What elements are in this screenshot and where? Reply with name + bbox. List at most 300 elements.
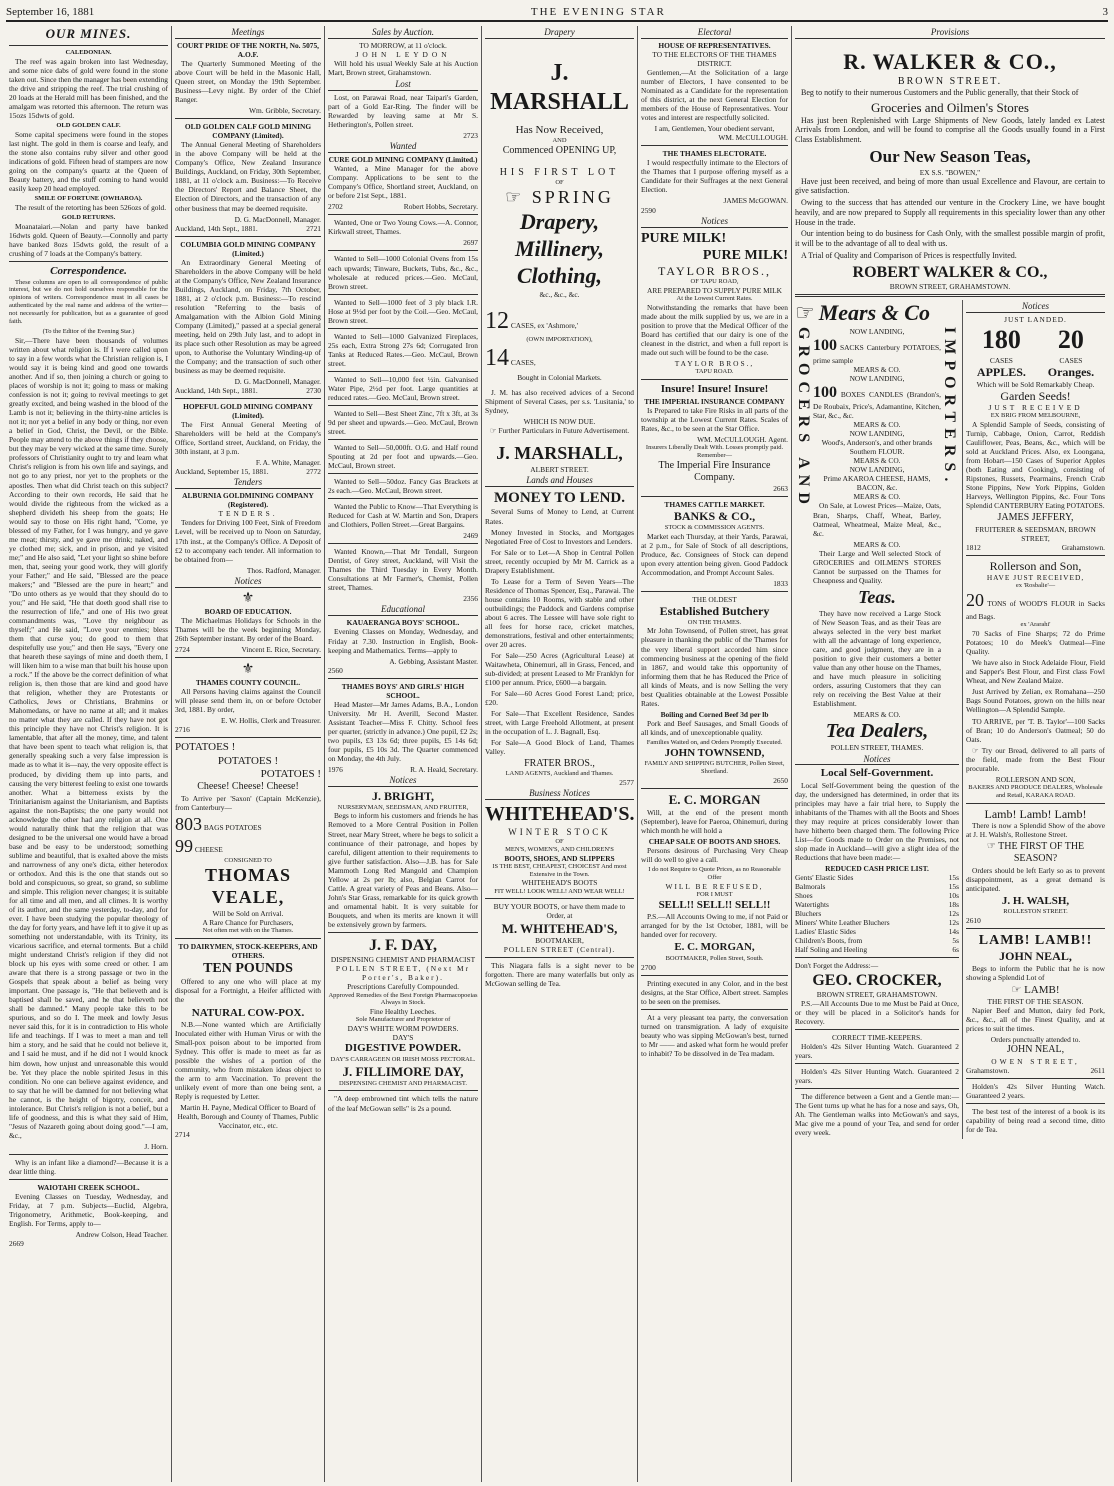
lost-no: 2723: [463, 131, 478, 141]
his-first-lot: HIS FIRST LOT: [499, 167, 620, 179]
commenced: Commenced OPENING UP,: [502, 144, 617, 156]
roll2-sub: BAKERS AND PRODUCE DEALERS, Wholesale and Retail, KARAKA ROAD.: [968, 783, 1103, 799]
ecm-no: 2700: [641, 962, 656, 972]
townsend-sub: FAMILY AND SHIPPING BUTCHER, Pollen Street, Shortland.: [644, 760, 785, 776]
price-value: 10s: [948, 891, 959, 901]
crest-icon: ⚜: [241, 590, 255, 606]
columbia-sign: D. G. MacDonnell, Manager.: [234, 377, 321, 387]
oranges-word: Oranges.: [1047, 364, 1095, 379]
alburnia-sub: TENDERS.: [218, 509, 278, 519]
importers-vertical: IMPORTERS.: [941, 326, 958, 488]
mines-head: OUR MINES.: [45, 26, 132, 41]
returns-head: GOLD RETURNS.: [61, 214, 116, 222]
ogcm-date: Auckland, 14th Sept., 1881. 2721: [175, 223, 321, 233]
rollerson-name: Rollerson and Son,: [989, 558, 1082, 573]
first2: THE FIRST OF THE SEASON.: [987, 997, 1084, 1007]
te-text: I would respectfully intimate to the Electors of the Thames that I purpose offering myself as a Candidate for their Suffrages at the next General Election.: [641, 158, 788, 195]
columbia-head: COLUMBIA GOLD MINING COMPANY (Limited.): [180, 239, 316, 258]
walsh-sub: ROLLESTON STREET.: [1003, 908, 1068, 916]
morgan-text: Will, at the end of the present month (September), leave for Paeroa, Ohinemuri, during which month he will hold a: [641, 807, 788, 835]
intention-text: Our intention being to do business for Cash Only, with the smallest possible margin of profit, it will be to the advantage of all to deal with us.: [795, 229, 1105, 249]
oranges-cases: CASES: [1059, 355, 1083, 365]
groceries: Groceries and Oilmen's Stores: [871, 99, 1029, 115]
price-item: Ladies' Elastic Sides: [795, 927, 856, 937]
price-row: [795, 918, 959, 927]
infant-joke: Why is an infant like a diamond?—Because it is a dear little thing.: [9, 1157, 168, 1176]
section-business: Business Notices: [485, 788, 634, 800]
neal-text: Begs to inform the Public that he is now showing a Splendid Lot of: [966, 963, 1105, 982]
holden-1: Holden's 42s Silver Hunting Watch. Guaranteed 2 years.: [795, 1042, 959, 1061]
walker-brown: BROWN STREET.: [897, 75, 1003, 87]
price-value: 14s: [948, 927, 959, 937]
imperial-head: THE IMPERIAL INSURANCE COMPANY: [644, 396, 785, 406]
hor-head: HOUSE OF REPRESENTATIVES.: [658, 40, 771, 50]
pure-milk-2: PURE MILK!: [702, 247, 788, 263]
teas-text: Have just been received, and being of more than usual Excellence and Flavour, are certain to give satisfaction.: [795, 176, 1105, 196]
ctk-head: CORRECT TIME-KEEPERS.: [831, 1033, 923, 1043]
holden-2: Holden's 42s Silver Hunting Watch. Guaranteed 2 years.: [795, 1067, 959, 1086]
mc-5: MEARS & CO.: [853, 539, 901, 549]
correspondence-sign: J. Horn.: [144, 1141, 168, 1151]
day-days: DAY'S: [392, 1033, 414, 1043]
fit-well: FIT WELL! LOOK WELL! AND WEAR WELL!: [494, 887, 625, 895]
has-received: Has Now Received,: [515, 123, 604, 136]
nl4-text: Prime AKAROA CHEESE, HAMS, BACON, &c.: [823, 474, 931, 493]
potatoes-2: POTATOES !: [217, 754, 279, 767]
which-due: WHICH IS NOW DUE.: [523, 417, 596, 427]
napier-text: Napier Beef and Mutton, dairy fed Pork, &c., &c., all of the Finest Quality, and at prices to suit the times.: [966, 1006, 1105, 1034]
cases14-line: 14 CASES,: [485, 344, 536, 371]
pointing-hand-icon-5: ☞: [986, 841, 996, 853]
crocker-name: GEO. CROCKER,: [812, 971, 942, 989]
to-arrive-text: TO ARRIVE, per 'T. B. Taylor'—100 Sacks of Bran; 10 do Anderson's Oatmeal; 50 do Oats.: [966, 716, 1105, 744]
clothing-word: Clothing,: [517, 262, 602, 288]
price-item: Children's Boots, from: [795, 936, 863, 946]
price-item: Gents' Elastic Sides: [795, 873, 854, 883]
their-text: Their Large and Well selected Stock of GROCERIES and OILMEN'S STORES Cannot be surpassed on the Thames for Cheapness and Quality.: [813, 548, 941, 585]
taylor-name-2: TAYLOR BROS.,: [674, 359, 755, 369]
court-text: The Quarterly Summoned Meeting of the above Court will be held in the Masonic Hall, Queen street, on Monday the 19th September. Business—Levy night. By order of the Chief Ranger.: [175, 59, 321, 105]
masthead: [6, 4, 1108, 22]
correspondence-body: Sir,—There have been thousands of volumes written about what religion is. If I were called upon to say in a few words what the Christian religion is, I would say it is being kind and good one towards another. And if so, then joining a church or going to places of worship is not it; going to mass or making confession is not it; going to revival meetings to get greatly excited, and being washed in the blood of the Lamb is not it; believing in the thirty-nine articles is not it; nor yet a belief in any body or thing, nor even a belief in God, Christ, the Devil, or the Bible. People may attend to the above things if they choose, but they may be very wicked at the same time. Surely professors of Christianity ought to try and learn what Christ's religion is from his own life and sayings, and not go to any priest, nor yet to the prophets or the apostles. Then what did Christ teach on this subject? According to their own records, He said that he would divide the righteous from the wicked as a shepherd divideth his sheep from the goats; He would say to those on His right hand, "Come, ye blessed of my Father, for I was hungry, and ye gave me meat; thirsty, and ye gave me drink; naked, and ye clothed me; sick, and in prison, and ye visited me;" and He also said, "Let your light so shine before men, that, seeing your good work, they will glorify your Father;" and He said, "Blessed are the peace makers;" and "Blessed are the pure in heart;" and "Do unto others as ye would that they should do to you;" and He said, "He that doeth good shall rise to the resurrection of life," and one of His two great commandments was, "Love thy neighbour as thyself;" and He said, "Love your enemies; bless them that curse you; do good to them that despitefully use you;" and then He says, "Every one that heareth these sayings of mine and doeth them, I will liken him to a wise man that built his house upon a rock." If the above be the correct definition of what religion is, then those that are kind and good have that religion, whether they are Protestants or Catholics, Jews or Christians, Brahmins or Mahomedans, or have no name at all; and it makes no matter what they are called. If they have not got this principle they have not Christ's religion. It is lamentable, that after all the money, time, and talent that have been spent to teach what religion is, that generally speaking such a very false impression is made as to what it is—nay, the very opposite effect is produced, by dividing them up into parts, and causing the very bitterest feeling to exist one towards another. What a bitterness exists by the Trinitarianism against the Unitarianism, and Baptists against the non-Baptists; the one party would not acknowledge the other had any religion at all. One would naturally think that the religion that was designed to be the universal one would have a broad base and be easy to be understood; something sublime and beautiful, that is exalted above the mists and narrowness of any one's dicta, either heterodox or orthodox. And this is the one that stands out so bold and conspicuous, so great, so grand, so sublime and simple. This religion never changes; it is suitable for all time and all men, and all climes. It is worthy of its author, and the same yesterday, to-day, and for ever. I have been studying the popular theology of the day for forty years, and have left it to give it up as something not understandable, with its Trinity, its vicarious sacrifice, and eternal torments. But a child might understand Christ's religion if they did not block up his eyes with some creed or other. I am aware that there is a strong passage or two in the Gospels that speak about a belief as being very important. One passage is, "He that believeth and is baptised shall be saved, and he that believeth not shall be damned." Many people take this to be spurious, and so do I. The meek and lowly Jesus never said this, for it is in contradiction to His whole life and teachings. If I was to meet a man and tell him a story, and he said that he could not believe it, and I said he must, and if he did not I would knock him down, how unjust and unreasonable this would be. Yet they place the noble spirited Jesus in this condition. No one can believe against evidence, and to say that he will be damned for not believing what he cannot, is the height of bigotry, conceit, and intolerance. But Christ's religion is not a belief, but a life of goodness, and this is what they said of Him, "Jesus of Nazareth going about doing good."—I am, &c.,: [9, 336, 168, 1140]
just-landed: JUST LANDED.: [1004, 315, 1067, 325]
lost-text: Lost, on Parawai Road, near Taipari's Garden, part of a Gold Ear-Ring. The finder will be Rewarded by leaving same at Mr S. Hetherington's, Pollen street.: [328, 93, 478, 130]
mc-4: MEARS & CO.: [853, 492, 901, 502]
price-item: Half Soling and Heeling: [795, 945, 868, 955]
waiotahi-text: Evening Classes on Tuesday, Wednesday, and Friday, at 7 p.m. Subjects—Euclid, Algebra, Trigonometry, Arithmetic, Book-keeping, and English. For Terms, apply to—: [9, 1191, 168, 1228]
persons-text: Persons desirous of Purchasing Very Cheap will do well to give a call.: [641, 846, 788, 865]
marshall-name-2: J. MARSHALL,: [496, 443, 623, 464]
price-value: 18s: [948, 900, 959, 910]
winter-stock: WINTER STOCK: [508, 826, 611, 837]
roll2-name: ROLLERSON AND SON,: [995, 774, 1076, 784]
nl1: NOW LANDING,: [849, 326, 905, 336]
crocker-sub: BROWN STREET, GRAHAMSTOWN.: [816, 990, 938, 1000]
boiling-line: Boiling and Corned Beef 3d per lb: [660, 709, 769, 719]
potatoes-3: POTATOES !: [260, 767, 321, 780]
day-addr: POLLEN STREET, (Next Mr Porter's, Baker).: [335, 964, 471, 983]
day-sole: Sole Manufacturer and Proprietor of: [355, 1016, 451, 1024]
leydon-time: TO MORROW, at 11 o'clock.: [359, 40, 447, 50]
cheap-sold: Which will be Sold Remarkably Cheap.: [976, 379, 1095, 389]
crocker-ps: P.S.—All Accounts Due to me Must be Paid at Once, or they will be placed in a Solicitor's hands for Recovery.: [795, 999, 959, 1027]
te-no: 2590: [641, 205, 656, 215]
apples-cases: CASES: [989, 355, 1013, 365]
price-value: 6s: [952, 945, 959, 955]
masthead-page: 3: [1102, 6, 1108, 18]
consigned: CONSIGNED TO: [224, 857, 272, 865]
fillimore-name: J. FILLIMORE DAY,: [342, 1063, 464, 1079]
section-lands: Lands and Houses: [485, 475, 634, 487]
hjr: HAVE JUST RECEIVED,: [986, 573, 1085, 583]
bright-name: J. BRIGHT,: [371, 788, 435, 803]
imperial-ins: Insurers Liberally Dealt With. Losses promptly paid. Remember—: [645, 443, 784, 459]
wanted-1-no: 2697: [463, 238, 478, 248]
te-head: THE THAMES ELECTORATE.: [662, 149, 767, 159]
sold-line: Will be Sold on Arrival.: [212, 909, 284, 919]
tcc-sign: E. W. Hollis, Clerk and Treasurer.: [221, 716, 321, 726]
tons-line: 20 TONS of WOOD'S FLOUR in Sacks and Bags.: [966, 590, 1105, 622]
price-list: [795, 873, 959, 954]
columns: [6, 26, 1108, 1482]
marshall-name: J. MARSHALL: [490, 59, 629, 116]
veale-name: THOMAS VEALE,: [204, 865, 291, 908]
rare-line: A Rare Chance for Purchasers,: [202, 918, 294, 928]
iam-line: I am, Gentlemen, Your obedient servant,: [654, 124, 775, 134]
tbg-head: THAMES BOYS' AND GIRLS' HIGH SCHOOL.: [341, 681, 465, 700]
pork-text: Pork and Beef Sausages, and Small Goods of all kinds, and of unexceptionable quality.: [641, 718, 788, 737]
right-notices: [963, 300, 1105, 1139]
tcm-head: THAMES CATTLE MARKET.: [664, 500, 765, 510]
local-text: Local Self-Government being the question of the day, the undersigned has determined, in order that its principles may have a fair trial here, to Supply the inhabitants of the Thames with all the Boots and Shoes they may require at prices considerably lower than have hitherto been charged them. The following Price List—for Goods made to Order on the Premises, not slop made in Auckland—will give a slight idea of the Reductions that have been made:—: [795, 780, 959, 863]
walsh-no: 2610: [966, 916, 981, 926]
waiotahi-no: 2669: [9, 1239, 24, 1249]
banks-name: BANKS & CO.,: [673, 509, 756, 524]
smile-head: SMILE OF FORTUNE (OWHAROA).: [34, 195, 143, 203]
tbg-sign: 1976 R. A. Heald, Secretary.: [328, 764, 478, 774]
section-notices-6b: Notices: [966, 301, 1105, 313]
best-test: The best test of the interest of a book is its capability of being read a second time, ditto for de Tea.: [966, 1106, 1105, 1134]
mwhitehead: M. WHITEHEAD'S,: [501, 920, 618, 936]
printing-text: Printing executed in any Color, and in the best designs, at the Star Office, Albert street. Samples to be seen on the premises.: [641, 978, 788, 1006]
day-digestive: DIGESTIVE POWDER.: [344, 1042, 462, 1055]
jeffery-no: 1812 Grahamstown.: [966, 542, 1105, 552]
price-value: 12s: [948, 909, 959, 919]
bright-text: Begs to inform his customers and friends he has Removed to a More Central Position in Pollen Street, near Mary Street, where he begs to solicit a continuance of their patronage, and hopes by careful, diligent attention to their requirements to give further satisfaction. Also—J.B. has for Sale Mammoth Long Red Mangold and Champion Yellow at 2s per lb; also, Belgian Carrot for Cattle. A great variety of Peas and Beans. Also—John's Star Grass, remarkable for its quick growth and ornamental habit. It is very suitable for Bouquets, and when its merits are known it will be extensively grown by farmers.: [328, 811, 478, 929]
onsale-text: On Sale, at Lowest Prices—Maize, Oats, Bran, Sharps, Chaff, Wheat, Barley, Oatmeal, Wheatmeal, Maize Meal, &c., &c.: [813, 501, 941, 538]
price-row: [795, 882, 959, 891]
section-tenders: Tenders: [175, 477, 321, 489]
price-item: Miners' White Leather Bluchers: [795, 918, 890, 928]
leydon-name: JOHN LEYDON: [355, 50, 451, 59]
court-head: COURT PRIDE OF THE NORTH, No. 5075, A.O.F.: [176, 40, 320, 59]
wanted-5: Wanted to Sell—10,000 feet ½in. Galvanised Water Pipe, 2½d per foot. Large quantities at reduced rates.—Geo. McCaul, Brown street.: [328, 374, 478, 402]
tea-dealers-sub: POLLEN STREET, THAMES.: [830, 743, 924, 753]
kbs-no: 2560: [328, 665, 343, 675]
frater-no: 2577: [619, 778, 634, 788]
dairy-head: TO DAIRYMEN, STOCK-KEEPERS, AND OTHERS.: [178, 942, 318, 961]
millinery-word: Millinery,: [514, 235, 605, 261]
money-t7: For Sale—That Excellent Residence, Sandes street, with Large Freehold Allotment, at present in the occupation of L. J. Bagnall, Esq.: [485, 709, 634, 737]
section-notices-5: Notices: [641, 216, 788, 228]
day-worm: DAY'S WHITE WORM POWDERS.: [347, 1024, 459, 1034]
boe-head: BOARD OF EDUCATION.: [204, 606, 292, 616]
section-lost: Lost: [328, 79, 478, 91]
ecm-sub: BOOTMAKER, Pollen Street, South.: [665, 954, 764, 962]
tea-dealers: Tea Dealers,: [825, 720, 929, 743]
section-meetings: Meetings: [175, 27, 321, 39]
wanted-1: Wanted, One or Two Young Cows.—A. Connor, Kirkwall street, Thames.: [328, 218, 478, 237]
jeffery-name: JAMES JEFFERY,: [997, 512, 1074, 524]
cheese-count: 99 CHEESE: [175, 835, 223, 856]
bought-line: Bought in Colonial Markets.: [517, 373, 602, 383]
boe-sign: 2724 Vincent E. Rice, Secretary.: [175, 644, 321, 654]
money-to-lend: MONEY TO LEND.: [494, 490, 625, 507]
insure-line: Insure! Insure! Insure!: [660, 383, 769, 396]
money-t4: To Lease for a Term of Seven Years—The Residence of Thomas Spencer, Esq., Parawai. The house contains 10 Rooms, with stable and other outbuildings; the Paddock and Gardens comprise about 6 acres. The Lessee will have sole right to all fees for horse race, cricket matches, demonstrations, festival and other entertainments; over 20 acres.: [485, 576, 634, 649]
ex-ararahi: ex 'Ararahi': [1020, 621, 1051, 629]
orders2: Orders punctually attended to.: [990, 1035, 1081, 1045]
pointing-hand-icon-3: ☞: [795, 300, 815, 326]
banks-no: 1833: [773, 578, 788, 588]
gent-text: Gentlemen,—At the Solicitation of a large number of Electors, I have consented to be Nominated as a Candidate for the representation of this district, at the next General Election for members of the House of Representatives. Your votes and interest are respectfully solicited.: [641, 68, 788, 123]
day-rem: Approved Remedies of the Best Foreign Pharmacopoeias Always in Stock.: [328, 991, 478, 1007]
nl4: NOW LANDING,: [849, 465, 905, 475]
buy-line: BUY YOUR BOOTS, or have them made to Order, at: [493, 902, 626, 921]
price-row: [795, 900, 959, 909]
seeds-text: A Splendid Sample of Seeds, consisting of Turnip, Cabbage, Onion, Carrot, Reddish Cauliflower, Peas, Beans, &c., which will be sold at Auckland Prices. Also, ex Loongana, from Hobart—150 Cases of Superior Apples (both Eating and Cooking), consisting of Ripstones, Russets, Pearmains, French Crab Stone Pippins, New York Pippins, Golden Harveys, Wellington Pippins, &c. Four Tons Splendid CANTERBURY Eating POTATOES.: [966, 420, 1105, 511]
tea-party-joke: At a very pleasant tea party, the conversation turned on transmigration. A lady of exquisite beauty who was sipping McGowan's best, turned to Mr —— and asked what form he would prefer to inhabit? To be dissolved in de Tea madam.: [641, 1012, 788, 1058]
cheese-line: Cheese! Cheese! Cheese!: [197, 781, 299, 793]
trial-text: A Trial of Quality and Comparison of Prices is respectfully Invited.: [801, 250, 1017, 260]
wanted-10-no: 2356: [463, 594, 478, 604]
robert-walker: ROBERT WALKER & CO.,: [852, 263, 1048, 281]
nl3-text: Wood's, Anderson's, and other brands Southern FLOUR.: [821, 438, 933, 457]
neal-name-2: JOHN NEAL,: [1006, 1044, 1065, 1056]
wanted-2: Wanted to Sell—1000 Colonial Ovens from 15s each upwards; Tinware, Buckets, Tubs, &c., &c., wholesale at reduced prices.—Geo. McCaul, Brown street.: [328, 254, 478, 291]
walker-name: R. WALKER & CO.,: [843, 48, 1057, 74]
crest-icon-2: ⚜: [241, 661, 255, 677]
alburnia-sign: Thos. Radford, Manager.: [246, 565, 321, 575]
ogcm-text: The Annual General Meeting of Shareholders in the above Company will be held at the Company's Office, New Zealand Insurance Buildings, Auckland, on Friday, 30th September, 1881, at 11 o'clock a.m. Business:—To Receive the Directors' Report and Balance Sheet, the Election of Directors, and the transaction of any other business that may be deemed requisite.: [175, 140, 321, 213]
also-text: We have also in Stock Adelaide Flour, Field and Sapper's Best Flour, and First class Fowl Wheat, and New Zealand Maize.: [966, 658, 1105, 686]
price-item: Balmorals: [795, 882, 826, 892]
section-wanted: Wanted: [328, 141, 478, 153]
lamb-text: There is now a Splendid Show of the above at J. H. Walsh's, Rollestone Street.: [966, 821, 1105, 840]
townsend-text: Mr John Townsend, of Pollen street, has great pleasure in thanking the public of the Thames for the very liberal support accorded him since commencing business at the opening of the field in 1867, and would take this opportunity of informing them that he has Reduced the Price of all kinds of Meats, and is now Selling the very best Qualities obtainable at the Lowest Possible Rates.: [641, 626, 788, 708]
sell-line: SELL!! SELL!! SELL!!: [658, 898, 771, 911]
wanted-10: Wanted Known,—That Mr Tendall, Surgeon Dentist, of Grey street, Auckland, will Visit the Thames the Third Tuesday in Every Month. Consultations at Mr Farmer's, Chemist, Pollen street, Thames.: [328, 547, 478, 593]
cheap-sale: CHEAP SALE OF BOOTS AND SHOES.: [648, 836, 781, 846]
tapu-road-2: TAPU ROAD.: [695, 368, 734, 376]
pointing-hand-icon-2: ☞: [489, 426, 497, 436]
oranges-box: [1048, 324, 1094, 379]
cowpox: NATURAL COW-POX.: [191, 1006, 305, 1019]
garden-seeds: Garden Seeds!: [1000, 388, 1071, 403]
owen-street: OWEN STREET,: [991, 1056, 1080, 1066]
taylor-name: TAYLOR BROS.,: [658, 263, 771, 278]
day-leeches: Fine Healthy Leeches.: [369, 1007, 437, 1017]
te-sign: JAMES McGOWAN.: [723, 196, 788, 206]
new-teas: Our New Season Teas,: [869, 146, 1031, 166]
nl1-line: 100 SACKS Canterbury POTATOES, prime sample: [813, 337, 941, 365]
pointing-hand-icon-6: ☞: [1011, 983, 1022, 996]
arrive-text: To Arrive per 'Saxon' (Captain McKenzie), from Canterbury—: [175, 793, 321, 812]
section-provisions: Provisions: [795, 27, 1105, 39]
gent-joke: The difference between a Gent and a Gentle man:—The Gent turns up what he has for a nose and says, Oh, Ah. The Gentleman walks into McGowan's and says, Mac give me a pound of your Tea, and send for order every week.: [795, 1092, 959, 1138]
column-meetings: [172, 26, 325, 1482]
lowest-line: At the Lowest Current Rates.: [676, 295, 753, 303]
caledonian-text: The reef was again broken into last Wednesday, and some nice dabs of gold were found in the stone taken out. Since then the manager has been extending the drive and stripping the reef. The trial crushing of 20 loads at the Herald mill has been finished, and the amalgam was retorted this afternoon. The return was 15ozs 15dwts of gold.: [9, 56, 168, 120]
jeffery-sub: FRUITERER & SEEDSMAN, BROWN STREET,: [975, 524, 1096, 543]
kbs-head: KAUAERANGA BOYS' SCHOOL.: [346, 618, 460, 628]
section-notices-2: Notices: [175, 576, 321, 588]
bootmaker: BOOTMAKER,: [535, 936, 584, 946]
alburnia-text: Tenders for Driving 100 Feet, Sink of Freedom Level, will be received up to Noon on Saturday, 17th inst., at the Company's Office. A Deposit of £2 to accompany each tender. All information to be obtained from—: [175, 518, 321, 564]
wanted-6: Wanted to Sell—Best Sheet Zinc, 7ft x 3ft, at 3s 9d per sheet and upwards.—Geo. McCaul, Brown street.: [328, 408, 478, 436]
money-t8: For Sale—A Good Block of Land, Thames Valley.: [485, 738, 634, 757]
ogcm-sign: D. G. MacDonnell, Manager.: [234, 214, 321, 224]
winter-of: OF: [555, 837, 564, 845]
embrowned-joke: "A deep embrowned tint which tells the nature of the leaf McGowan sells" is 2s a pound.: [328, 1094, 478, 1113]
lamb3: ☞ LAMB!: [1011, 983, 1060, 996]
money-t3: For Sale or to Let—A Shop in Central Pollen street, recently occupied by Mr M. Carrick as a Drapery Establishment.: [485, 547, 634, 575]
frater-name: FRATER BROS.,: [524, 758, 595, 770]
leydon-text: Will hold his usual Weekly Sale at his Auction Mart, Brown street, Grahamstown.: [328, 59, 478, 78]
apples-word: APPLES.: [976, 364, 1026, 379]
best-line: IS THE BEST, CHEAPEST, CHOICEST And most Extensive in the Town.: [492, 862, 627, 878]
ogc-text: Some capital specimens were found in the stopes last night. The gold in them is coarse and leafy, and the stone also contains ruby silver and other good indications of gold. Fifteen head of stampers are now going on the company's quartz at the Queen of Beauty battery, and the stuff coming to hand would easily keep 20 head employed.: [9, 129, 168, 194]
walker-intro: Beg to notify to their numerous Customers and the Public generally, that their Stock of: [801, 87, 1079, 97]
price-value: 15s: [948, 873, 959, 883]
potatoes-1: POTATOES !: [175, 741, 236, 754]
day-sub: DISPENSING CHEMIST AND PHARMACIST: [330, 955, 476, 965]
pointing-hand-icon-4: ☞: [972, 745, 979, 755]
price-row: [795, 927, 959, 936]
returns-text: Moanataiari.—Nolan and party have banked 16dwts gold. Queen of Beauty.—Connolly and party have banked 8ozs 15dwts gold, the result of a crushing of 7 loads at the Company's battery.: [9, 222, 168, 259]
price-value: 15s: [948, 882, 959, 892]
tapu-road: OF TAPU ROAD,: [690, 278, 739, 286]
wanted-7: Wanted to Sell—50,000ft. O.G. and Half round Spouting at 2d per foot and upwards.—Geo. McCaul, Brown street.: [328, 443, 478, 471]
masthead-title: THE EVENING STAR: [530, 6, 666, 18]
fillimore-sub: DISPENSING CHEMIST AND PHARMACIST.: [339, 1079, 467, 1087]
boots-line: BOOTS, SHOES, AND SLIPPERS: [504, 853, 615, 863]
niagara-joke: This Niagara falls is a sight never to be forgotten. There are many waterfalls but only as McGowan selling de Tea.: [485, 961, 634, 989]
mears-header: ☞ Mears & Co: [795, 300, 930, 326]
cure-sign: 2702 Robert Hobbs, Secretary.: [328, 202, 478, 212]
walker-text: Has just been Replenished with Large Shipments of New Goods, lately landed ex Latest Arrivals from London, and will be found to comprise all the Goods usually found in a First Class Establishment.: [795, 115, 1105, 145]
columbia-text: An Extraordinary General Meeting of Shareholders in the above Company will be held at the Company's Office, New Zealand Insurance Buildings, Auckland, on Friday, 7th October, 1881, at 2 o'clock p.m. Business:—To rescind resolution "Referring to the basis of Amalgamation with the Albion Gold Mining Company (Limited)," passed at a special general meeting, held on 29th July last, and to adopt in its place such other Resolution as may be agreed upon, to Authorise the Voluntary Winding-up of the Company; and the transaction of such other business as may be deemed requisite.: [175, 257, 321, 376]
townsend-name: JOHN TOWNSEND,: [664, 746, 765, 759]
robert-sub: BROWN STREET, GRAHAMSTOWN.: [889, 282, 1011, 292]
mears-body: [795, 327, 959, 719]
alburnia-head: ALBURNIA GOLDMINING COMPANY (Registered).: [182, 491, 314, 510]
hjr-sub: ex 'Rosbalie'—: [1015, 582, 1056, 590]
price-value: 12s: [948, 918, 959, 928]
nl2-line: 100 BOXES CANDLES (Brandon's, De Roubaix, Price's, Adamantine, Kitchen, Star, &c., &c.: [813, 383, 941, 421]
pollen-central: POLLEN STREET (Central).: [503, 945, 616, 955]
neal-name: JOHN NEAL,: [999, 949, 1072, 964]
cases12-line: 12 CASES, ex 'Ashmore,': [485, 307, 578, 334]
column-auctions: [325, 26, 482, 1482]
day-name: J. F. DAY,: [368, 936, 438, 954]
bowen: EX S.S. "BOWEN,": [919, 167, 981, 177]
oranges-count: 20: [1057, 325, 1084, 355]
boe-text: The Michaelmas Holidays for Schools in the Thames will be the week beginning Monday, 26th September instant. By order of the Board.: [175, 615, 321, 643]
ecm-name: E. C. MORGAN,: [674, 941, 755, 954]
dont-forget: Don't Forget the Address:—: [795, 961, 879, 971]
lamb2-head: LAMB! LAMB!!: [978, 933, 1093, 949]
column-provisions: [792, 26, 1108, 1482]
fruit-box: [966, 324, 1105, 379]
etc-line: &c., &c., &c.: [539, 289, 580, 299]
lamb-head: Lamb! Lamb! Lamb!: [984, 806, 1087, 821]
tcc-text: All Persons having claims against the Council will please send them in, on or before October 3rd, 1881. By order,: [175, 686, 321, 714]
wanted-4: Wanted to Sell—1000 Galvanized Fireplaces, 25s each, Extra Strong 27s 6d; Corrugated Iron Tanks at Reduced Rates.—Geo. McCaul, Brown street.: [328, 331, 478, 368]
price-row: [795, 873, 959, 882]
jr-sub: EX BRIG FROM MELBOURNE,: [990, 412, 1081, 420]
kbs-sign: A. Gebbing, Assistant Master.: [389, 656, 478, 666]
ogc-head: OLD GOLDEN CALF.: [56, 122, 121, 129]
wmm-sign: WM. McCULLOUGH.: [718, 133, 788, 143]
day-pres: Prescriptions Carefully Compounded.: [347, 982, 459, 992]
price-row: [795, 936, 959, 945]
first-of-season: ☞ THE FIRST OF THE SEASON?: [986, 841, 1085, 865]
mc-2: MEARS & CO.: [853, 420, 901, 430]
wanted-9: Wanted the Public to Know—That Everything is Reduced for Cash at W. Martin and Son, Drapers and Clothiers, Pollen Street.—Great Bargains.: [328, 502, 478, 530]
families-line: Families Waited on, and Orders Promptly Executed.: [646, 738, 783, 746]
drapery-word: Drapery,: [519, 209, 600, 235]
waiotahi-sign: Andrew Colson, Head Teacher.: [75, 1230, 168, 1240]
teas-fancy: Teas.: [858, 586, 896, 607]
hopeful-head: HOPEFUL GOLD MINING COMPANY (Limited).: [183, 402, 313, 421]
tcc-head: THAMES COUNTY COUNCIL.: [195, 677, 301, 687]
price-item: Shoes: [795, 891, 813, 901]
price-item: Watertights: [795, 900, 829, 910]
section-auction: Sales by Auction.: [328, 27, 478, 39]
kbs-text: Evening Classes on Monday, Wednesday, and Friday at 7.30. Instruction in English, Book-keeping and Mathematics. Terms—apply to: [328, 627, 478, 655]
whitehead-name: WHITEHEAD'S.: [485, 803, 635, 826]
mears-block: [795, 300, 963, 1139]
on-thames: ON THE THAMES.: [687, 618, 742, 626]
price-item: Bluchers: [795, 909, 822, 919]
morgan-ps: P.S.—All Accounts Owing to me, if not Paid or arranged for by the 1st October, 1881, will be handed over for recovery.: [641, 912, 788, 940]
column-electoral: [638, 26, 792, 1482]
section-notices-6a: Notices: [795, 754, 959, 766]
correspondence-note: These columns are open to all correspondence of public interest, but we do not hold ourselves responsible for the opinions of writers. Correspondence must in all cases be authenticated by the real name and address of the writer—not necessarily for publication, but as a guarantee of good faith.: [9, 278, 168, 326]
price-value: 5s: [952, 936, 959, 946]
hopeful-text: The First Annual General Meeting of Shareholders will be held at the Company's Office, Sortland street, Auckland, on Friday, the 30th instant, at 3 p.m.: [175, 420, 321, 457]
jm-text: J. M. has also received advices of a Second Shipment of Several Cases, per s.s. 'Lusitania,' to Sydney,: [485, 388, 634, 416]
orders-text: Orders should be left Early so as to prevent disappointment, as a great demand is anticipated.: [966, 865, 1105, 893]
willbe-line: WILL BE REFUSED,: [665, 881, 764, 891]
apples-box: [977, 324, 1026, 379]
banks-sub: STOCK & COMMISSION AGENTS.: [664, 523, 765, 531]
wanted-8: Wanted to Sell—50doz. Fancy Gas Brackets at 2s each.—Geo. McCaul, Brown street.: [328, 477, 478, 496]
mears-content: [813, 327, 941, 719]
section-electoral: Electoral: [641, 27, 788, 39]
own-importation: (OWN IMPORTATION),: [526, 335, 593, 343]
reduced-head: REDUCED CASH PRICE LIST.: [825, 864, 929, 874]
albert-street: ALBERT STREET.: [530, 465, 589, 475]
nl3: NOW LANDING,: [849, 429, 905, 439]
wh-boots: WHITEHEAD'S BOOTS: [521, 878, 598, 888]
cure-head: CURE GOLD MINING COMPANY (Limited.): [328, 155, 478, 165]
just-received: JUST RECEIVED: [988, 403, 1083, 413]
ogcm-head: OLD GOLDEN CALF GOLD MINING COMPANY (Limited).: [184, 122, 312, 141]
apples-count: 180: [981, 325, 1021, 355]
sacks-text: 70 Sacks of Fine Sharps; 72 do Prime Potatoes; 10 do Meek's Oatmeal—Fine Quality.: [966, 629, 1105, 657]
